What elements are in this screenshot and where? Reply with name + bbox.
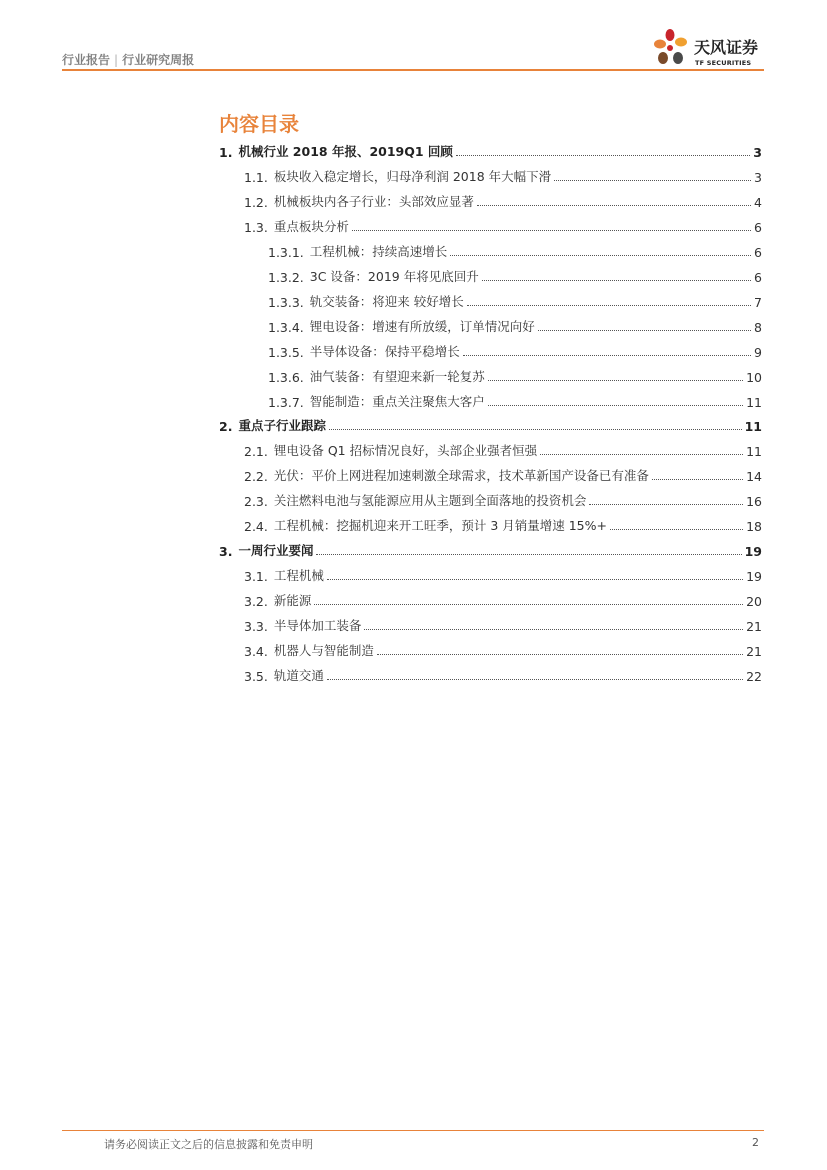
toc-entry-page: 9: [754, 345, 762, 360]
toc-entry-number: 3.3.: [244, 619, 268, 634]
toc-entry[interactable]: [219, 541, 762, 559]
toc-entry-page: 10: [746, 370, 762, 385]
toc-entry-number: 1.: [219, 145, 233, 160]
toc-dot-leader: [327, 679, 743, 680]
toc-entry[interactable]: [244, 666, 762, 684]
toc-entry-number: 1.3.3.: [268, 295, 304, 310]
toc-title: 内容目录: [219, 112, 299, 136]
toc-dot-leader: [329, 429, 742, 430]
toc-dot-leader: [482, 280, 751, 281]
toc-entry-number: 1.3.6.: [268, 370, 304, 385]
toc-entry-page: 4: [754, 195, 762, 210]
toc-entry-label: 轨道交通: [273, 668, 324, 683]
toc-entry-page: 18: [746, 519, 762, 534]
toc-entry-page: 21: [746, 644, 762, 659]
toc-dot-leader: [463, 355, 751, 356]
toc-entry-label: 机械板块内各子行业：头部效应显著: [273, 194, 474, 209]
toc-entry-number: 1.3.4.: [268, 320, 304, 335]
flower-logo-icon: [650, 28, 694, 72]
company-logo: [650, 28, 770, 72]
toc-entry-number: 1.1.: [244, 170, 268, 185]
toc-entry[interactable]: [244, 641, 762, 659]
toc-entry-page: 19: [746, 569, 762, 584]
toc-entry-page: 7: [754, 295, 762, 310]
toc-entry-number: 3.1.: [244, 569, 268, 584]
toc-entry[interactable]: [268, 392, 762, 410]
toc-entry-number: 1.2.: [244, 195, 268, 210]
toc-entry-number: 1.3.7.: [268, 395, 304, 410]
toc-entry-page: 11: [746, 444, 762, 459]
toc-dot-leader: [450, 255, 751, 256]
toc-entry[interactable]: [268, 242, 762, 260]
toc-entry-label: 智能制造：重点关注聚焦大客户: [309, 394, 485, 409]
toc-entry[interactable]: [268, 342, 762, 360]
toc-entry-label: 一周行业要闻: [238, 543, 314, 558]
toc-entry-number: 2.1.: [244, 444, 268, 459]
toc-entry-label: 光伏：平价上网进程加速刺激全球需求，技术革新国产设备已有准备: [273, 468, 649, 483]
toc-entry-page: 16: [746, 494, 762, 509]
toc-entry-number: 3.: [219, 544, 233, 559]
toc-entry[interactable]: [244, 616, 762, 634]
toc-entry-number: 3.5.: [244, 669, 268, 684]
page-number: 2: [752, 1136, 759, 1149]
toc-dot-leader: [610, 529, 743, 530]
toc-entry-label: 油气装备：有望迎来新一轮复苏: [309, 369, 485, 384]
logo-chinese-name: 天风证券: [694, 38, 759, 57]
toc-entry-label: 轨交装备：将迎来 较好增长: [309, 294, 464, 309]
toc-entry[interactable]: [268, 292, 762, 310]
toc-entry-label: 锂电设备 Q1 招标情况良好，头部企业强者恒强: [273, 443, 538, 458]
toc-entry-label: 工程机械：挖掘机迎来开工旺季，预计 3 月销量增速 15%+: [273, 518, 607, 533]
footer-divider: [62, 1130, 764, 1131]
toc-entry-page: 21: [746, 619, 762, 634]
toc-entry[interactable]: [244, 217, 762, 235]
toc-dot-leader: [488, 405, 743, 406]
header-separator: |: [114, 53, 119, 67]
toc-entry-page: 22: [746, 669, 762, 684]
toc-entry-number: 2.4.: [244, 519, 268, 534]
toc-dot-leader: [589, 504, 743, 505]
toc-entry-number: 1.3.2.: [268, 270, 304, 285]
toc-entry-label: 工程机械: [273, 568, 324, 583]
toc-entry-label: 板块收入稳定增长，归母净利润 2018 年大幅下滑: [273, 169, 552, 184]
toc-entry[interactable]: [268, 367, 762, 385]
report-category: [62, 51, 194, 68]
toc-entry-number: 2.2.: [244, 469, 268, 484]
toc-entry[interactable]: [244, 566, 762, 584]
toc-dot-leader: [538, 330, 751, 331]
toc-dot-leader: [488, 380, 743, 381]
toc-entry-number: 1.3.: [244, 220, 268, 235]
report-subcategory-label: 行业研究周报: [122, 53, 195, 67]
toc-dot-leader: [554, 180, 751, 181]
toc-entry-label: 机械行业 2018 年报、2019Q1 回顾: [238, 144, 453, 159]
toc-entry-number: 3.2.: [244, 594, 268, 609]
toc-entry-page: 6: [754, 245, 762, 260]
toc-entry-label: 半导体设备：保持平稳增长: [309, 344, 460, 359]
toc-entry-page: 8: [754, 320, 762, 335]
toc-dot-leader: [540, 454, 743, 455]
toc-entry[interactable]: [244, 441, 762, 459]
toc-entry-page: 11: [746, 395, 762, 410]
toc-dot-leader: [477, 205, 751, 206]
toc-dot-leader: [314, 604, 743, 605]
toc-entry-label: 新能源: [273, 593, 312, 608]
toc-entry-label: 关注燃料电池与氢能源应用从主题到全面落地的投资机会: [273, 493, 587, 508]
toc-entry[interactable]: [244, 192, 762, 210]
header-divider: [62, 69, 764, 71]
toc-entry[interactable]: [244, 466, 762, 484]
toc-entry-label: 机器人与智能制造: [273, 643, 374, 658]
logo-english-name: TF SECURITIES: [695, 59, 752, 67]
toc-entry-number: 2.3.: [244, 494, 268, 509]
toc-entry-number: 2.: [219, 419, 233, 434]
toc-entry[interactable]: [219, 416, 762, 434]
report-category-label: 行业报告: [62, 53, 111, 67]
toc-entry[interactable]: [268, 267, 762, 285]
toc-entry-label: 工程机械：持续高速增长: [309, 244, 448, 259]
toc-entry-page: 6: [754, 270, 762, 285]
toc-entry[interactable]: [219, 142, 762, 160]
toc-dot-leader: [467, 305, 751, 306]
toc-entry-number: 1.3.1.: [268, 245, 304, 260]
toc-entry[interactable]: [268, 317, 762, 335]
toc-entry-label: 锂电设备：增速有所放缓，订单情况向好: [309, 319, 535, 334]
toc-dot-leader: [377, 654, 743, 655]
toc-entry-page: 11: [744, 419, 762, 434]
footer-disclaimer: 请务必阅读正文之后的信息披露和免责申明: [104, 1138, 313, 1151]
toc-entry-label: 重点板块分析: [273, 219, 349, 234]
toc-entry[interactable]: [244, 516, 762, 534]
toc-entry[interactable]: [244, 491, 762, 509]
toc-entry-page: 6: [754, 220, 762, 235]
toc-entry-label: 重点子行业跟踪: [238, 418, 326, 433]
toc-dot-leader: [652, 479, 743, 480]
toc-entry-page: 3: [754, 170, 762, 185]
toc-entry-number: 3.4.: [244, 644, 268, 659]
toc-entry-page: 20: [746, 594, 762, 609]
toc-entry[interactable]: [244, 167, 762, 185]
toc-dot-leader: [352, 230, 751, 231]
toc-dot-leader: [316, 554, 741, 555]
toc-dot-leader: [364, 629, 743, 630]
toc-entry-page: 14: [746, 469, 762, 484]
toc-entry-page: 3: [753, 145, 762, 160]
toc-entry-label: 3C 设备：2019 年将见底回升: [309, 269, 479, 284]
toc-entry-page: 19: [744, 544, 762, 559]
toc-entry-label: 半导体加工装备: [273, 618, 362, 633]
toc-entry[interactable]: [244, 591, 762, 609]
toc-entry-number: 1.3.5.: [268, 345, 304, 360]
toc-dot-leader: [327, 579, 743, 580]
toc-dot-leader: [456, 155, 750, 156]
